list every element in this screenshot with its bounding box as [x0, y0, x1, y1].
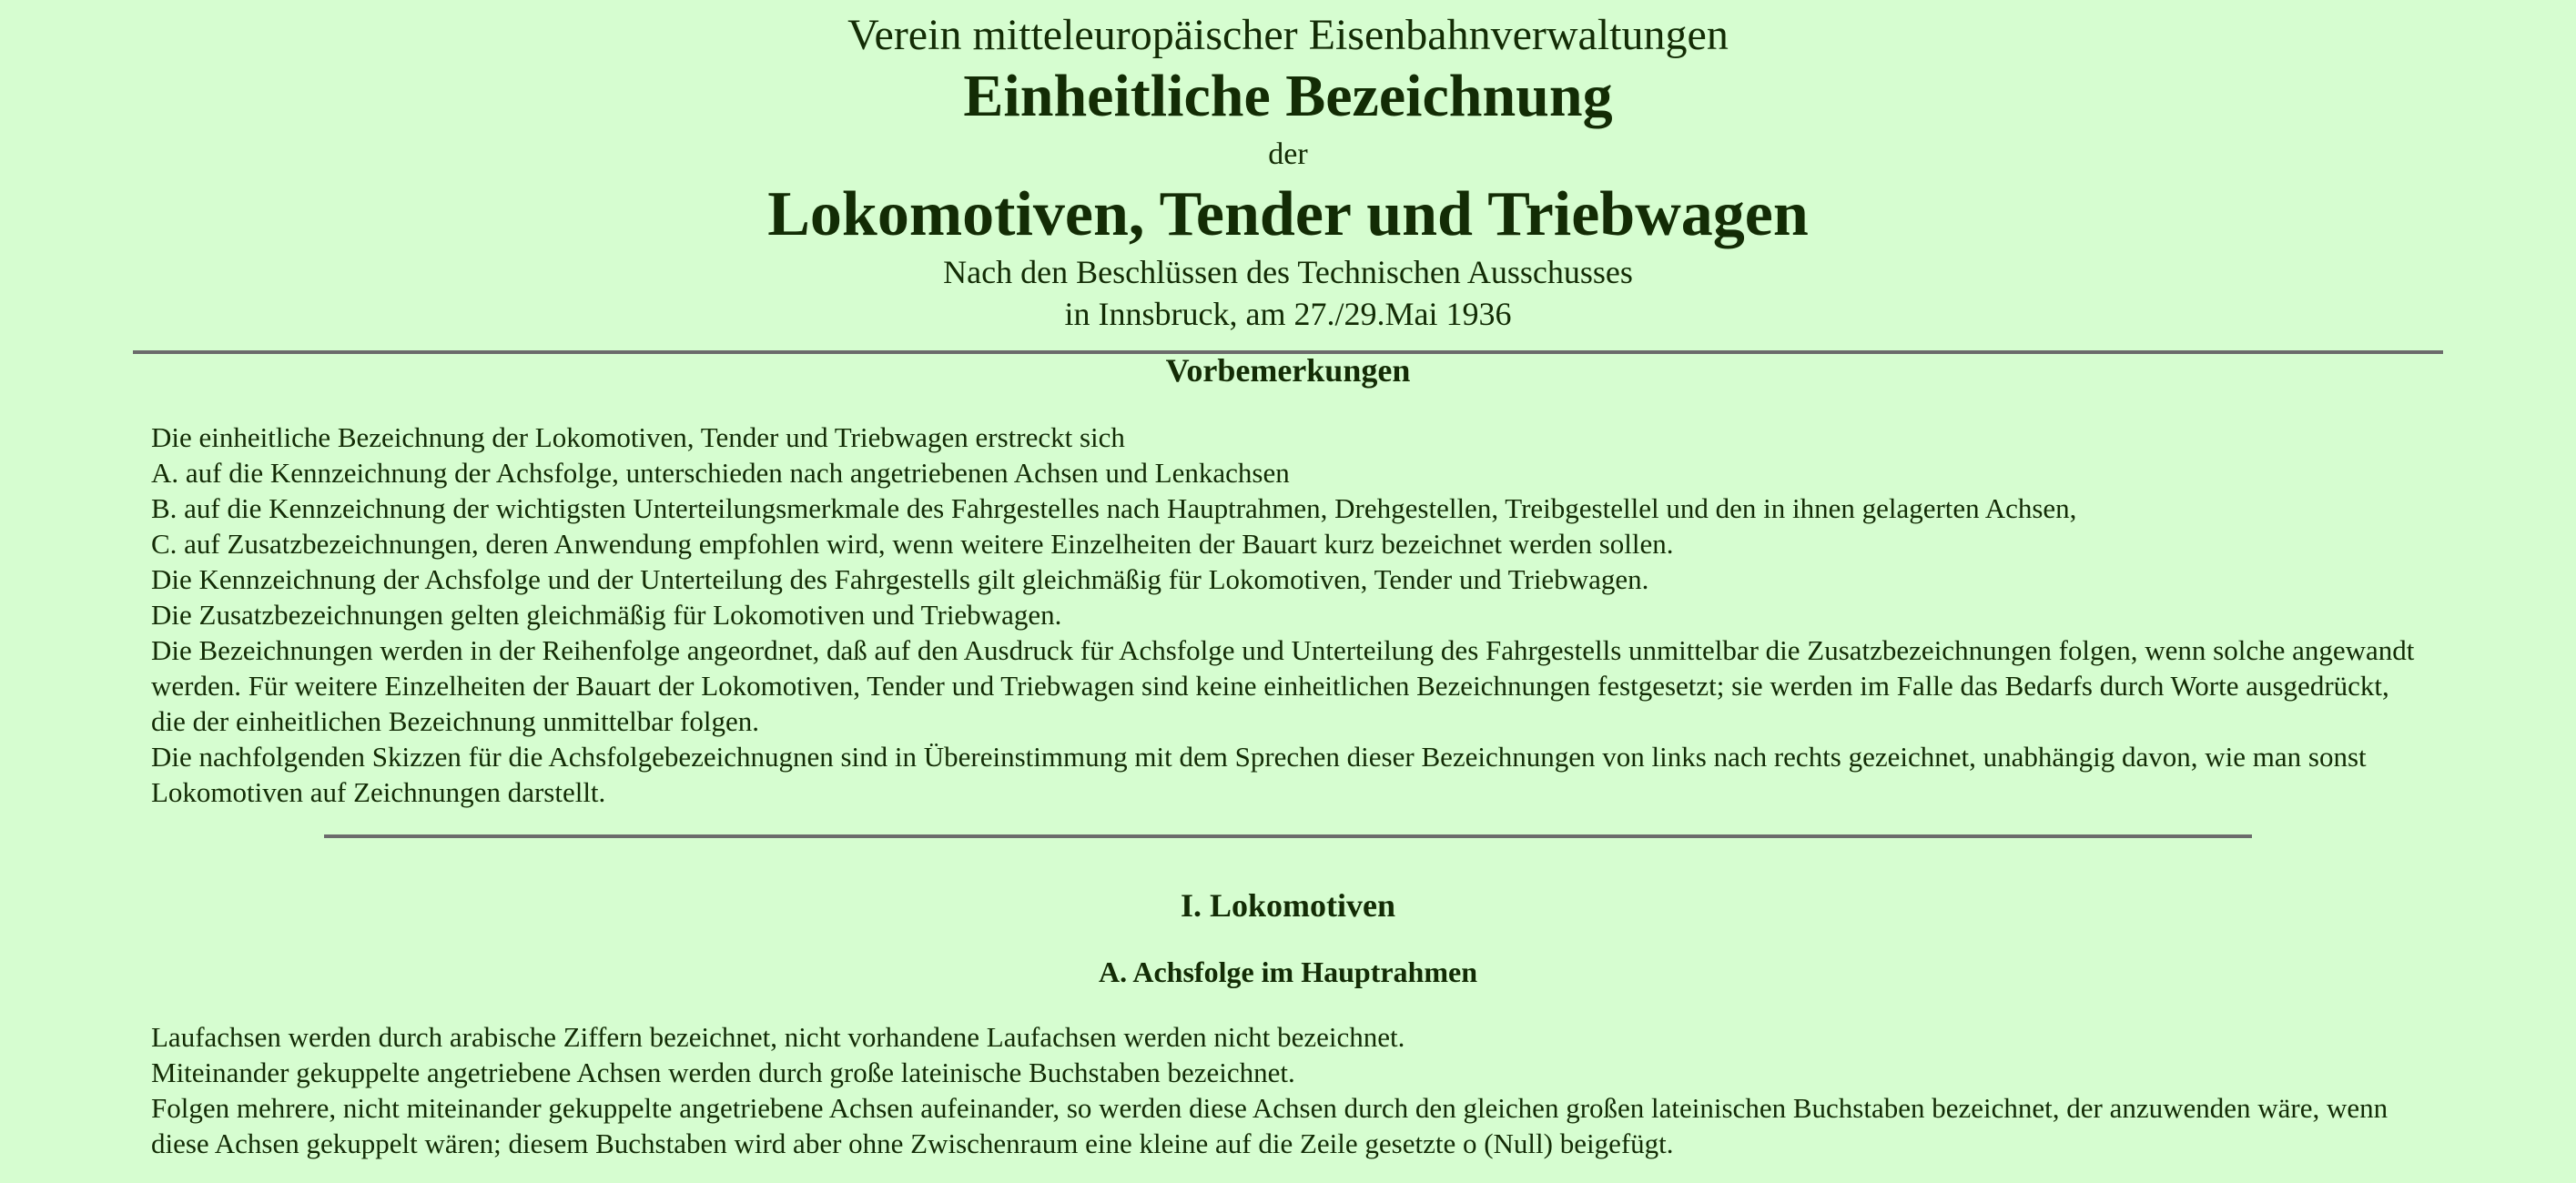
resolution-line: Nach den Beschlüssen des Technischen Ausschusses	[943, 254, 1633, 290]
paragraph-line: Folgen mehrere, nicht miteinander gekuppelte angetriebene Achsen aufeinander, so werden diese Achsen durch den gleichen großen lateinischen Buchstaben bezeichnet, der anzuwenden wäre, wenn diese Achsen gekuppelt wären; diesem Buchstaben wird aber ohne Zwischenraum eine kleine auf die Zeile gesetzte o (Null) beigefügt.	[151, 1092, 2388, 1159]
paragraph-line: Die Kennzeichnung der Achsfolge und der Unterteilung des Fahrgestells gilt gleichmäßig für Lokomotiven, Tender und Triebwagen.	[151, 563, 1649, 595]
paragraph-line: A. auf die Kennzeichnung der Achsfolge, unterschieden nach angetriebenen Achsen und Lenkachsen	[151, 457, 1290, 489]
achsfolge-subheading: A. Achsfolge im Hauptrahmen	[1099, 956, 1477, 988]
vorbemerkungen-body	[151, 420, 2427, 810]
date-location-line: in Innsbruck, am 27./29.Mai 1936	[1064, 296, 1512, 332]
paragraph-line: Die nachfolgenden Skizzen für die Achsfolgebezeichnugnen sind in Übereinstimmung mit dem Sprechen dieser Bezeichnungen von links nach rechts gezeichnet, unabhängig davon, wie man sonst Lokomotiven auf Zeichnungen darstellt.	[151, 741, 2367, 808]
lokomotiven-heading: I. Lokomotiven	[1180, 887, 1396, 924]
paragraph-line: Miteinander gekuppelte angetriebene Achsen werden durch große lateinische Buchstaben bezeichnet.	[151, 1057, 1295, 1088]
vorbemerkungen-heading: Vorbemerkungen	[1165, 352, 1411, 389]
document-title-line-1: Einheitliche Bezeichnung	[963, 63, 1613, 129]
paragraph-line: C. auf Zusatzbezeichnungen, deren Anwendung empfohlen wird, wenn weitere Einzelheiten der Bauart kurz bezeichnet werden sollen.	[151, 528, 1674, 560]
document-title-line-2: Lokomotiven, Tender und Triebwagen	[767, 179, 1809, 249]
paragraph-line: Die Bezeichnungen werden in der Reihenfolge angeordnet, daß auf den Ausdruck für Achsfolge und Unterteilung des Fahrgestells unmittelbar die Zusatzbezeichnungen folgen, wenn solche angewandt werden. Für weitere Einzelheiten der Bauart der Lokomotiven, Tender und Triebwagen sind keine einheitlichen Bezeichnungen festgesetzt; sie werden im Falle das Bedarfs durch Worte ausgedrückt, die der einheitlichen Bezeichnung unmittelbar folgen.	[151, 634, 2415, 737]
lokomotiven-body	[151, 1019, 2427, 1161]
title-connector: der	[1268, 137, 1308, 171]
paragraph-line: Die einheitliche Bezeichnung der Lokomotiven, Tender und Triebwagen erstreckt sich	[151, 421, 1125, 453]
section-divider	[324, 834, 2252, 838]
paragraph-line: Laufachsen werden durch arabische Ziffern bezeichnet, nicht vorhandene Laufachsen werden nicht bezeichnet.	[151, 1021, 1405, 1053]
paragraph-line: Die Zusatzbezeichnungen gelten gleichmäßig für Lokomotiven und Triebwagen.	[151, 599, 1062, 631]
paragraph-line: B. auf die Kennzeichnung der wichtigsten Unterteilungsmerkmale des Fahrgestelles nach Hauptrahmen, Drehgestellen, Treibgestellel und den in ihnen gelagerten Achsen,	[151, 492, 2077, 524]
document-header	[0, 0, 2576, 335]
organization-name: Verein mitteleuropäischer Eisenbahnverwaltungen	[847, 11, 1729, 59]
